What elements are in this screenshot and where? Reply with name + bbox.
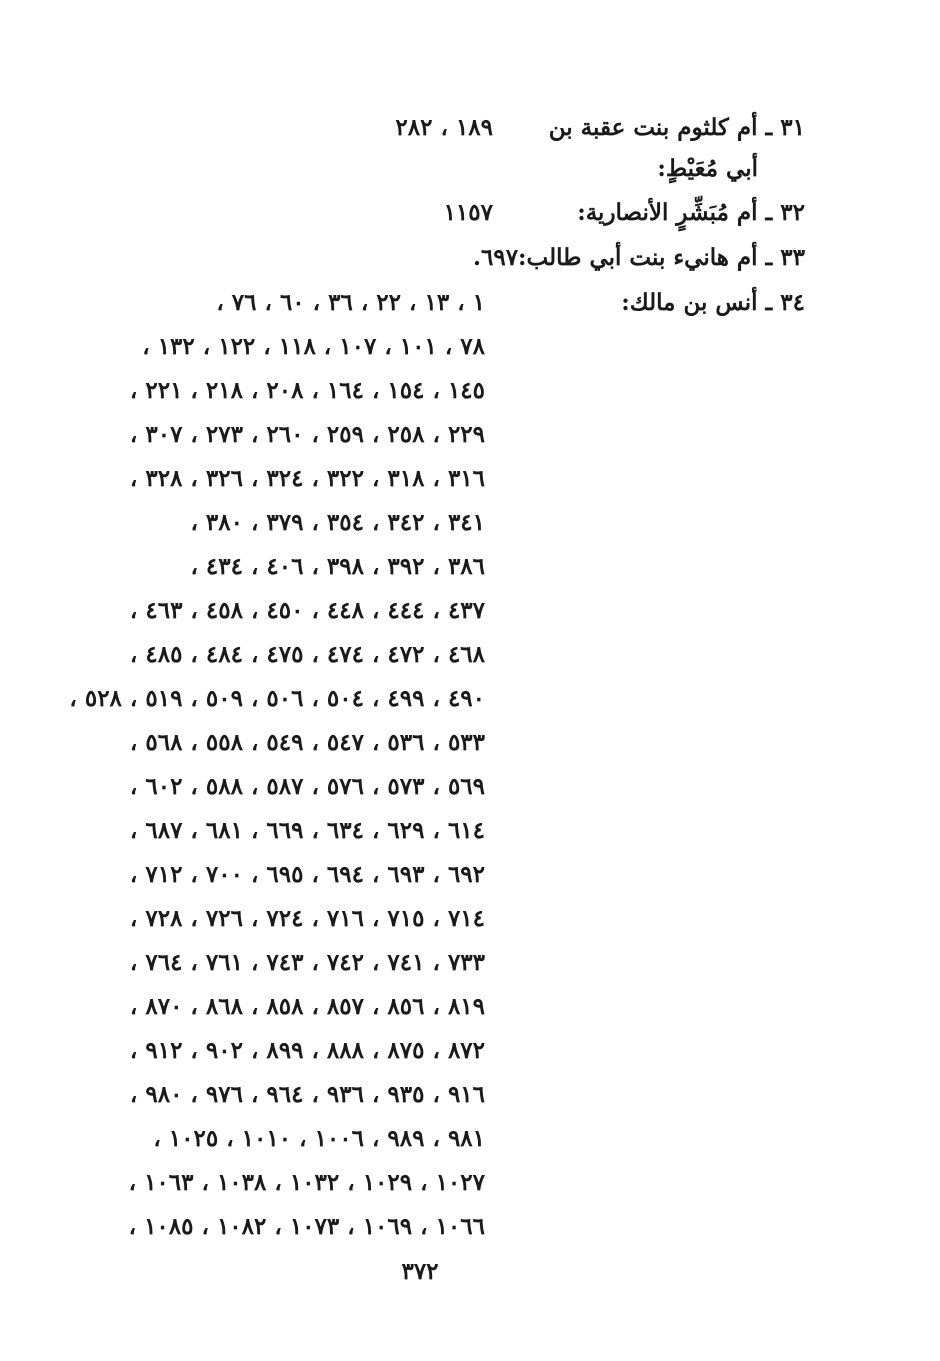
ref-line: ٩٨١ ، ٩٨٩ ، ١٠٠٦ ، ١٠١٠ ، ١٠٢٥ ،: [153, 1125, 485, 1152]
ref-line: ٥٣٣ ، ٥٣٦ ، ٥٤٧ ، ٥٤٩ ، ٥٥٨ ، ٥٦٨ ،: [129, 729, 485, 756]
page-number: ٣٧٢: [401, 1258, 439, 1285]
ref-line: ٤٦٨ ، ٤٧٢ ، ٤٧٤ ، ٤٧٥ ، ٤٨٤ ، ٤٨٥ ،: [129, 641, 485, 668]
entry-31-label-cont: أبي مُعَيْطٍ:: [657, 155, 758, 182]
ref-line: ٨١٩ ، ٨٥٦ ، ٨٥٧ ، ٨٥٨ ، ٨٦٨ ، ٨٧٠ ،: [129, 993, 485, 1020]
ref-line: ٧١٤ ، ٧١٥ ، ٧١٦ ، ٧٢٤ ، ٧٢٦ ، ٧٢٨ ،: [129, 905, 485, 932]
ref-line: ٣١٦ ، ٣١٨ ، ٣٢٢ ، ٣٢٤ ، ٣٢٦ ، ٣٢٨ ،: [129, 465, 485, 492]
entry-33-label: ٣٣ ـ أم هانيء بنت أبي طالب:٦٩٧.: [472, 244, 805, 271]
ref-line: ٨٧٢ ، ٨٧٥ ، ٨٨٨ ، ٨٩٩ ، ٩٠٢ ، ٩١٢ ،: [129, 1037, 485, 1064]
ref-line: ٩١٦ ، ٩٣٥ ، ٩٣٦ ، ٩٦٤ ، ٩٧٦ ، ٩٨٠ ،: [129, 1081, 485, 1108]
entry-31-refs: ١٨٩ ، ٢٨٢: [395, 114, 493, 141]
ref-line: ٥٦٩ ، ٥٧٣ ، ٥٧٦ ، ٥٨٧ ، ٥٨٨ ، ٦٠٢ ،: [129, 773, 485, 800]
ref-line: ٣٤١ ، ٣٤٢ ، ٣٥٤ ، ٣٧٩ ، ٣٨٠ ،: [190, 509, 485, 536]
entry-34-label: ٣٤ ـ أنس بن مالك:: [621, 289, 805, 316]
ref-line: ٦٩٢ ، ٦٩٣ ، ٦٩٤ ، ٦٩٥ ، ٧٠٠ ، ٧١٢ ،: [129, 861, 485, 888]
ref-line: ١ ، ١٣ ، ٢٢ ، ٣٦ ، ٦٠ ، ٧٦ ،: [216, 289, 485, 316]
ref-line: ١٤٥ ، ١٥٤ ، ١٦٤ ، ٢٠٨ ، ٢١٨ ، ٢٢١ ،: [129, 377, 485, 404]
entry-31-label: ٣١ ـ أم كلثوم بنت عقبة بن: [548, 114, 805, 141]
ref-line: ١٠٢٧ ، ١٠٢٩ ، ١٠٣٢ ، ١٠٣٨ ، ١٠٦٣ ،: [128, 1169, 485, 1196]
ref-line: ٦١٤ ، ٦٢٩ ، ٦٣٤ ، ٦٦٩ ، ٦٨١ ، ٦٨٧ ،: [129, 817, 485, 844]
entry-32-refs: ١١٥٧: [443, 199, 493, 226]
ref-line: ٧٨ ، ١٠١ ، ١٠٧ ، ١١٨ ، ١٢٢ ، ١٣٢ ،: [142, 333, 485, 360]
ref-line: ٤٣٧ ، ٤٤٤ ، ٤٤٨ ، ٤٥٠ ، ٤٥٨ ، ٤٦٣ ،: [129, 597, 485, 624]
ref-line: ٣٨٦ ، ٣٩٢ ، ٣٩٨ ، ٤٠٦ ، ٤٣٤ ،: [190, 553, 485, 580]
ref-line: ٤٩٠ ، ٤٩٩ ، ٥٠٤ ، ٥٠٦ ، ٥٠٩ ، ٥١٩ ، ٥٢٨ ،: [69, 685, 485, 712]
ref-line: ٧٣٣ ، ٧٤١ ، ٧٤٢ ، ٧٤٣ ، ٧٦١ ، ٧٦٤ ،: [129, 949, 485, 976]
ref-line: ١٠٦٦ ، ١٠٦٩ ، ١٠٧٣ ، ١٠٨٢ ، ١٠٨٥ ،: [128, 1213, 485, 1240]
entry-32-label: ٣٢ ـ أم مُبَشِّرٍ الأنصارية:: [577, 199, 805, 226]
ref-line: ٢٢٩ ، ٢٥٨ ، ٢٥٩ ، ٢٦٠ ، ٢٧٣ ، ٣٠٧ ،: [129, 421, 485, 448]
